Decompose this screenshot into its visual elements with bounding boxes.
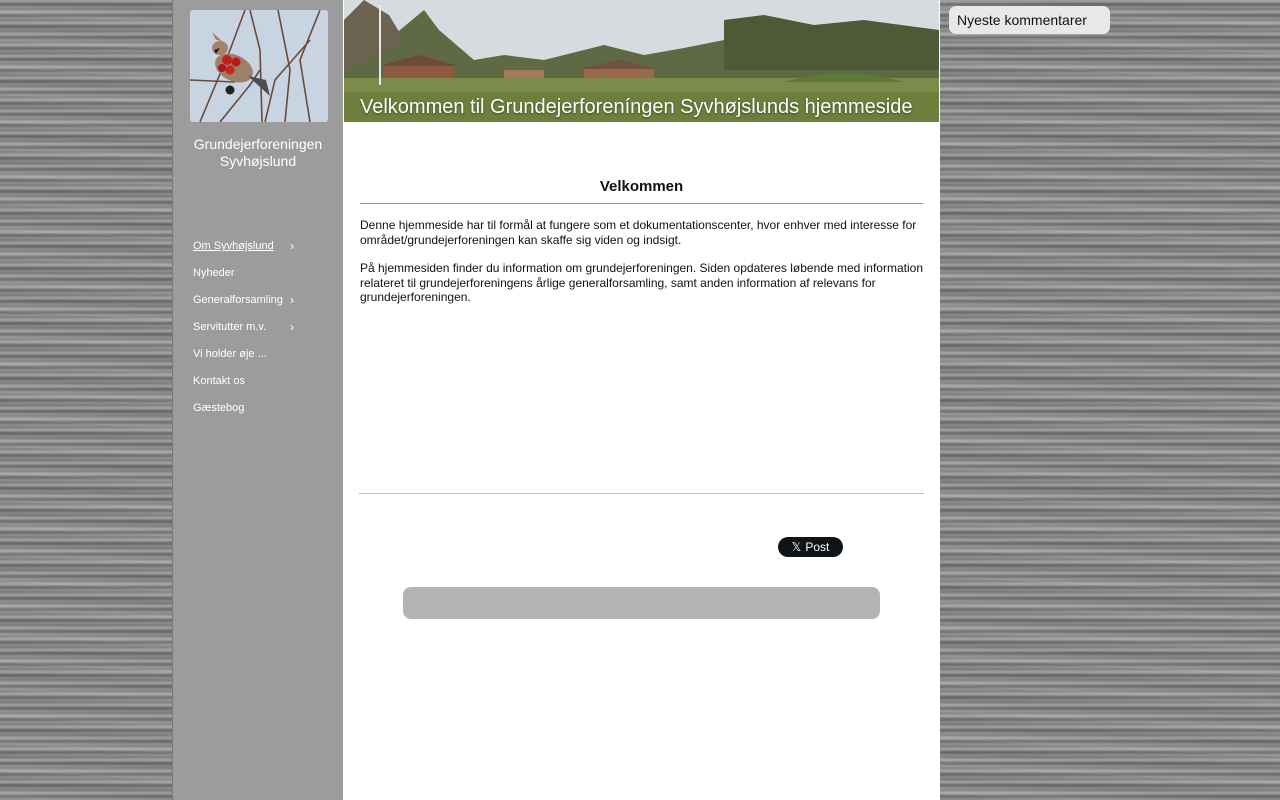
recent-comments-widget[interactable] bbox=[949, 6, 1110, 34]
site-name bbox=[173, 136, 343, 170]
nav-item-label: Om Syvhøjslund bbox=[193, 240, 274, 252]
chevron-right-icon: › bbox=[290, 293, 294, 307]
x-logo-icon: 𝕏 bbox=[791, 540, 802, 554]
x-post-button[interactable] bbox=[778, 537, 843, 557]
article-title: Velkommen bbox=[360, 178, 923, 204]
site-name-line2: Syvhøjslund bbox=[219, 153, 297, 169]
nav-item-label: Gæstebog bbox=[193, 402, 245, 414]
article bbox=[360, 178, 923, 305]
nav-item-label: Nyheder bbox=[193, 267, 235, 279]
main-navigation bbox=[193, 236, 333, 425]
site-logo[interactable] bbox=[190, 10, 328, 122]
left-sidebar bbox=[172, 0, 343, 800]
nav-item-label: Kontakt os bbox=[193, 375, 245, 387]
waxwing-bird-photo bbox=[190, 10, 328, 122]
nav-item-nyheder[interactable] bbox=[193, 263, 333, 290]
nav-item-vi-holder-oje[interactable] bbox=[193, 344, 333, 371]
nav-item-generalforsamling[interactable] bbox=[193, 290, 333, 317]
nav-item-label: Vi holder øje ... bbox=[193, 348, 267, 360]
recent-comments-label: Nyeste kommentarer bbox=[957, 12, 1087, 28]
main-content-area bbox=[343, 0, 940, 800]
content-divider bbox=[359, 493, 924, 494]
banner-title: Velkommen til Grundejerforeníngen Syvhøjslunds hjemmeside bbox=[360, 96, 913, 118]
header-banner bbox=[344, 0, 939, 122]
post-label: Post bbox=[805, 540, 830, 554]
nav-item-servitutter[interactable] bbox=[193, 317, 333, 344]
site-name-line1: Grundejerforeningen bbox=[193, 136, 323, 152]
article-paragraph: Denne hjemmeside har til formål at fungere som et dokumentationscenter, hvor enhver med interesse for området/grundejerforeningen kan skaffe sig viden og indsigt. bbox=[360, 218, 917, 247]
nav-item-label: Servitutter m.v. bbox=[193, 321, 267, 333]
comment-bar[interactable] bbox=[403, 587, 880, 619]
nav-item-kontakt-os[interactable] bbox=[193, 371, 333, 398]
chevron-right-icon: › bbox=[290, 239, 294, 253]
chevron-right-icon: › bbox=[290, 320, 294, 334]
nav-item-om-syvhojslund[interactable] bbox=[193, 236, 333, 263]
nav-item-gaestebog[interactable] bbox=[193, 398, 333, 425]
nav-item-label: Generalforsamling bbox=[193, 294, 283, 306]
article-paragraph: På hjemmesiden finder du information om grundejerforeningen. Siden opdateres løbende med information relateret til grundejerforeningens årlige generalforsamling, samt anden information af relevans for grundejerforeningen. bbox=[360, 261, 923, 304]
